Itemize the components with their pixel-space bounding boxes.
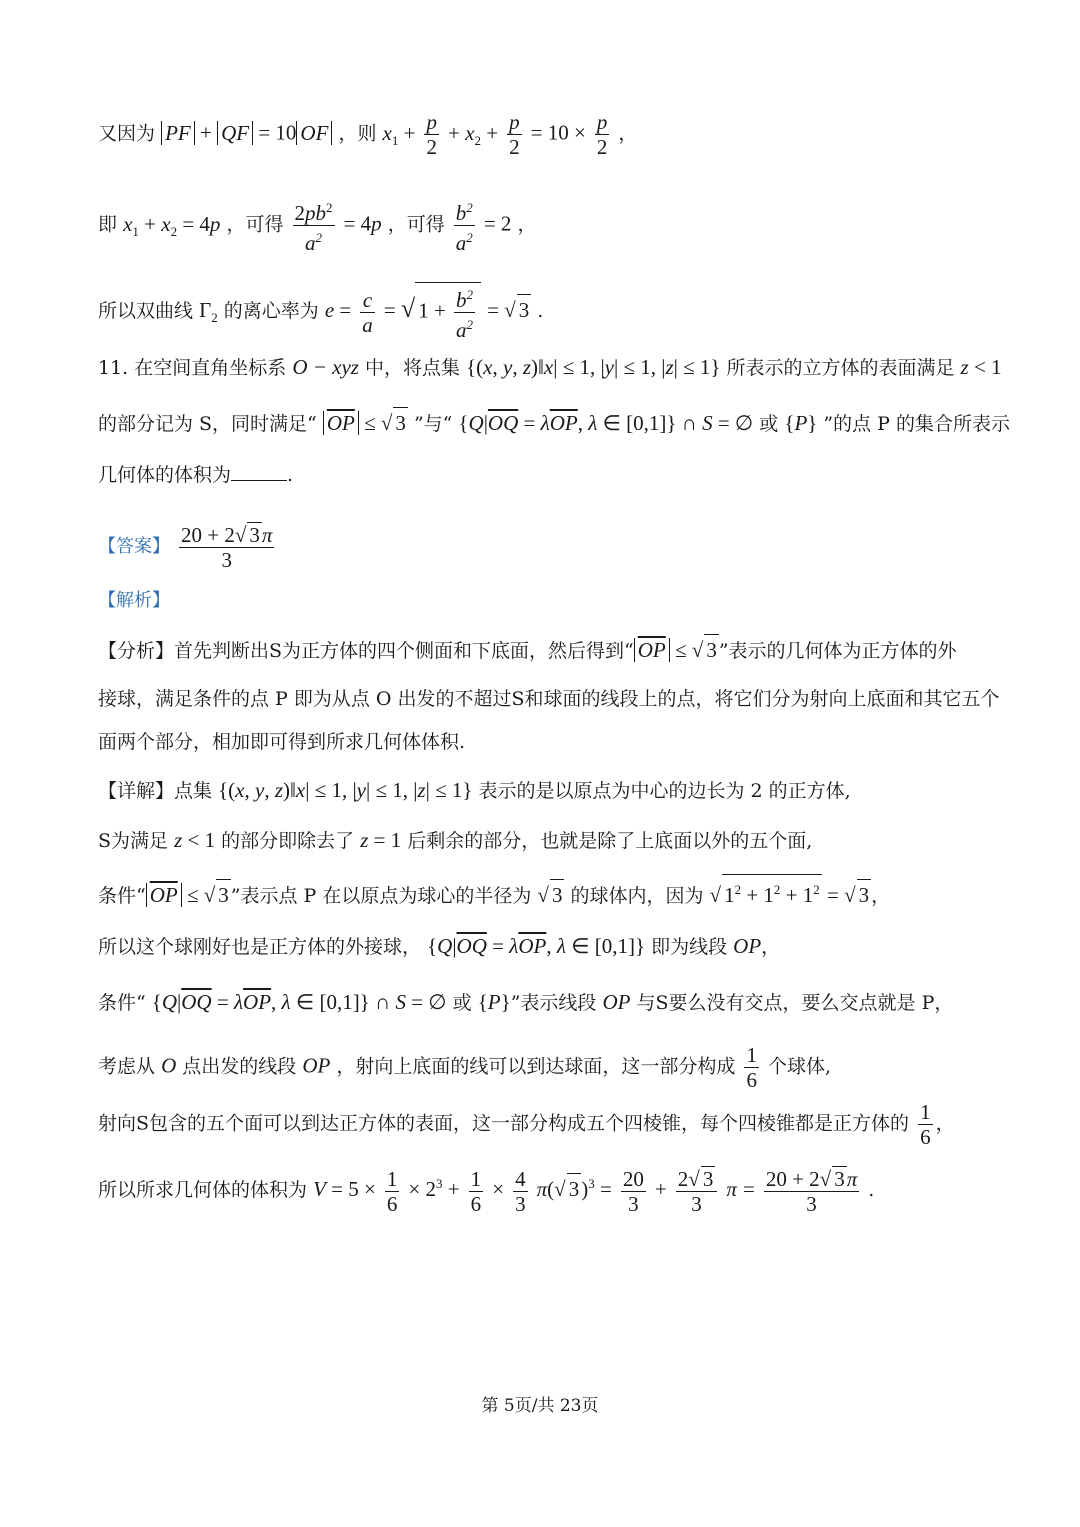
fenxi-line-2: 接球，满足条件的点 P 即为从点 O 出发的不超过S和球面的线段上的点，将它们分为射向上底面和其它五个 (98, 688, 1000, 710)
xiangjie-line-5: 条件“ {$Q|\overline{OQ} = \lambda\overline{OP}$, λ ∈ [0,1]} ∩ S = ∅ 或 {P}”表示线段 OP 与S要么没有交点，要么交点就是 P， (98, 990, 954, 1014)
fenxi-line-3: 面两个部分，相加即可得到所求几何体体积. (98, 731, 466, 753)
fraction: $\frac{1}{6}$ (920, 1100, 931, 1149)
xiangjie-tag: 【详解】 (98, 780, 175, 802)
answer-fraction: $\frac{20 + 2√ 3\pi}{3}$ (181, 523, 273, 572)
fraction: $\frac{c}{a}$ (362, 287, 373, 337)
math-expression: $x_1$ + (382, 120, 416, 148)
fraction: $\frac{p}{2}$ (596, 110, 608, 159)
xiangjie-line-7: 射向S包含的五个面可以到达正方体的表面，这一部分构成五个四棱锥，每个四棱锥都是正方体的 $\frac{1}{6}$ ， (98, 1100, 955, 1149)
fraction: $\frac{2√ 3}{3}$ (676, 1166, 718, 1216)
fraction: $\frac{4}{3}$ (515, 1166, 526, 1216)
fraction: $\frac{1}{6}$ (746, 1043, 757, 1092)
xiangjie-line-4: 所以这个球刚好也是正方体的外接球， {$Q|\overline{OQ} = \lambda\overline{OP}$, λ ∈ [0,1]} 即为线段 OP， (98, 934, 781, 958)
line-x-sum: 即 $x_1 + x_2 = 4p$ ，可得 $\frac{2pb^2}{a^2}$ = 4p ，可得 $\frac{b^2}{a^2}$ = 2 ， (98, 196, 990, 255)
answer-line (98, 522, 990, 572)
fraction: $\frac{p}{2}$ (426, 110, 437, 159)
fraction: $\frac{20 + 2√ 3\pi}{3}$ (765, 1167, 858, 1216)
fraction: $\frac{p}{2}$ (509, 110, 520, 159)
xiangjie-line-3: 条件“ $\overline{OP}$ ≤ √ 3 ”表示点 P 在以原点为球心的半径为 √ 3 的球体内，因为 √ $1^2 + 1^2 + 1^2$ = √ 3 ， (98, 874, 990, 911)
xiangjie-line-8: 所以所求几何体的体积为 V = 5 × $\frac{1}{6}$ × $2^3$ + $\frac{1}{6}$ × $\frac{4}{3}$ π(√ 3)$^3$ = $\frac{20}{3}$ + $\frac{2√ 3}{3}$ π = $\frac{20 + 2√ 3\pi}{3}$ . (98, 1166, 875, 1216)
page-footer: 第 5页/共 23页 (481, 1396, 599, 1416)
analysis-tag: 【解析】 (98, 590, 170, 611)
fenxi-line-1: 【分析】首先判断出S为正方体的四个侧面和下底面，然后得到“ $\overline{OP}$ ≤ √ 3 ”表示的几何体为正方体的外 (98, 634, 990, 666)
answer-blank (231, 460, 287, 481)
question-11-line-3: 几何体的体积为 . (98, 460, 990, 490)
fenxi-tag: 【分析】 (98, 640, 175, 662)
answer-tag: 【答案】 (98, 536, 170, 557)
math-expression: PF + QF = 10 OF (161, 121, 332, 145)
line-sum-distances: 又因为 PF + QF = 10 OF ，则 $x_1$ + $\frac{p}{2}$ + $x_2$ + $\frac{p}{2}$ = 10 × $\frac{p}{2}$ ， (98, 110, 638, 159)
analysis-tag-line (98, 585, 990, 616)
fraction: $\frac{20}{3}$ (622, 1166, 644, 1216)
xiangjie-line-6: 考虑从 O 点出发的线段 OP ，射向上底面的线可以到达球面，这一部分构成 $\frac{1}{6}$ 个球体, (98, 1043, 832, 1092)
xiangjie-line-2: S为满足 z < 1 的部分即除去了 z = 1 后剩余的部分，也就是除了上底面以外的五个面, (98, 828, 813, 852)
question-11-line-2: 的部分记为 S，同时满足“ $\overline{OP}$ ≤ √ 3 ”与“ {$Q|\overline{OQ} = \lambda\overline{OP}$, λ ∈ [0,1]} ∩ S = ∅ 或 {P} ”的点 P 的集合所表示 (98, 407, 990, 439)
xiangjie-line-1: 【详解】点集 {(x, y, z)‖x| ≤ 1, |y| ≤ 1, |z| ≤ 1} 表示的是以原点为中心的边长为 2 的正方体, (98, 778, 851, 802)
fraction: $\frac{2pb^2}{a^2}$ (293, 196, 335, 255)
fraction: $\frac{1}{6}$ (470, 1166, 482, 1216)
fraction: $\frac{1}{6}$ (386, 1166, 398, 1216)
fraction: $\frac{b^2}{a^2}$ (454, 196, 475, 255)
line-eccentricity: 所以双曲线 $\Gamma_2$ 的离心率为 e = $\frac{c}{a}$ = √ 1 + $\frac{b^2}{a^2}$ = √ 3 . (98, 282, 990, 342)
question-11-line-1: 11. 在空间直角坐标系 O − xyz 中，将点集 {(x, y, z)‖x| ≤ 1, |y| ≤ 1, |z| ≤ 1} 所表示的立方体的表面满足 z < 1 (98, 355, 1002, 379)
